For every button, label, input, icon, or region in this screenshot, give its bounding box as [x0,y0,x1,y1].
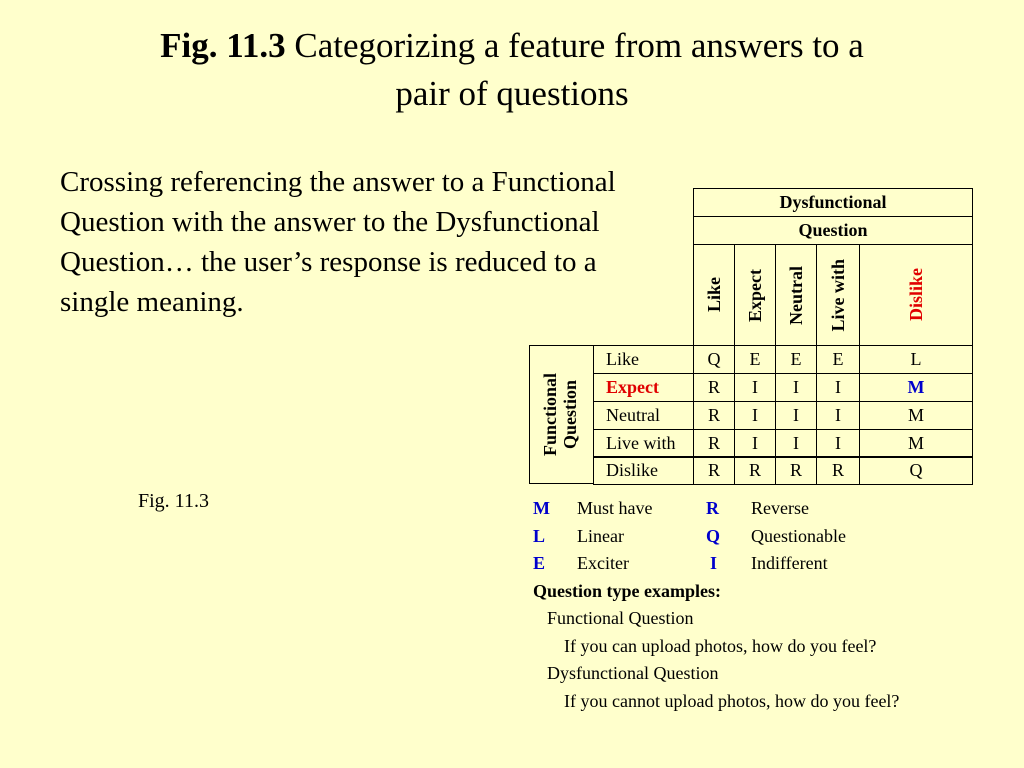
legend-meaning-l: Linear [577,526,624,546]
row-label-neutral: Neutral [593,401,694,430]
row-label-like: Like [593,345,694,374]
table-cell: I [775,401,817,430]
table-cell: R [734,456,776,485]
row-label-dislike: Dislike [593,456,694,485]
dysfunctional-example-label: Dysfunctional Question [547,663,719,683]
table-cell: E [775,345,817,374]
legend-key-r: R [706,498,719,518]
functional-example-label: Functional Question [547,608,694,628]
table-cell: E [816,345,860,374]
legend-meaning-q: Questionable [751,526,846,546]
title-figure-number: Fig. 11.3 [160,26,286,65]
table-cell: I [816,429,860,458]
legend-key-l: L [533,526,546,546]
table-cell: R [693,401,735,430]
column-header-neutral: Neutral [775,244,817,346]
column-header-live-with: Live with [816,244,860,346]
dysfunctional-example-text: If you cannot upload photos, how do you feel? [564,691,900,711]
legend-meaning-e: Exciter [577,553,629,573]
table-cell: I [816,373,860,402]
table-cell: E [734,345,776,374]
row-label-live-with: Live with [593,429,694,458]
table-cell: I [734,429,776,458]
table-cell: R [816,456,860,485]
column-header-like: Like [693,244,735,346]
table-cell: I [734,401,776,430]
legend-key-m: M [533,498,550,518]
row-label-expect: Expect [593,373,694,402]
figure-caption: Fig. 11.3 [138,490,209,512]
body-text: Crossing referencing the answer to a Functional Question with the answer to the Dysfunctional Question… the user’s response is reduced to a single meaning. [60,166,616,318]
column-header-expect: Expect [734,244,776,346]
table-cell: R [693,373,735,402]
table-cell: I [734,373,776,402]
dysfunctional-header: Dysfunctional [693,188,973,217]
table-cell: R [693,429,735,458]
legend-meaning-i: Indifferent [751,553,828,573]
table-cell: L [859,345,973,374]
legend-key-q: Q [706,526,721,546]
functional-header: Functional Question [529,345,594,484]
table-cell: M [859,429,973,458]
legend-key-i: I [710,553,718,573]
examples-heading: Question type examples: [533,581,721,601]
column-header-dislike: Dislike [859,244,973,346]
dysfunctional-header-2: Question [693,216,973,245]
legend-meaning-m: Must have [577,498,653,518]
table-cell-highlight: M [859,373,973,402]
table-cell: I [775,373,817,402]
table-cell: R [693,456,735,485]
table-cell: R [775,456,817,485]
title-text-line2: pair of questions [395,74,629,113]
table-cell: M [859,401,973,430]
title-text: Categorizing a feature from answers to a [285,26,864,65]
functional-example-text: If you can upload photos, how do you feel? [564,636,877,656]
table-cell: I [816,401,860,430]
table-cell: I [775,429,817,458]
legend-key-e: E [533,553,546,573]
table-cell: Q [859,456,973,485]
legend-meaning-r: Reverse [751,498,809,518]
table-cell: Q [693,345,735,374]
